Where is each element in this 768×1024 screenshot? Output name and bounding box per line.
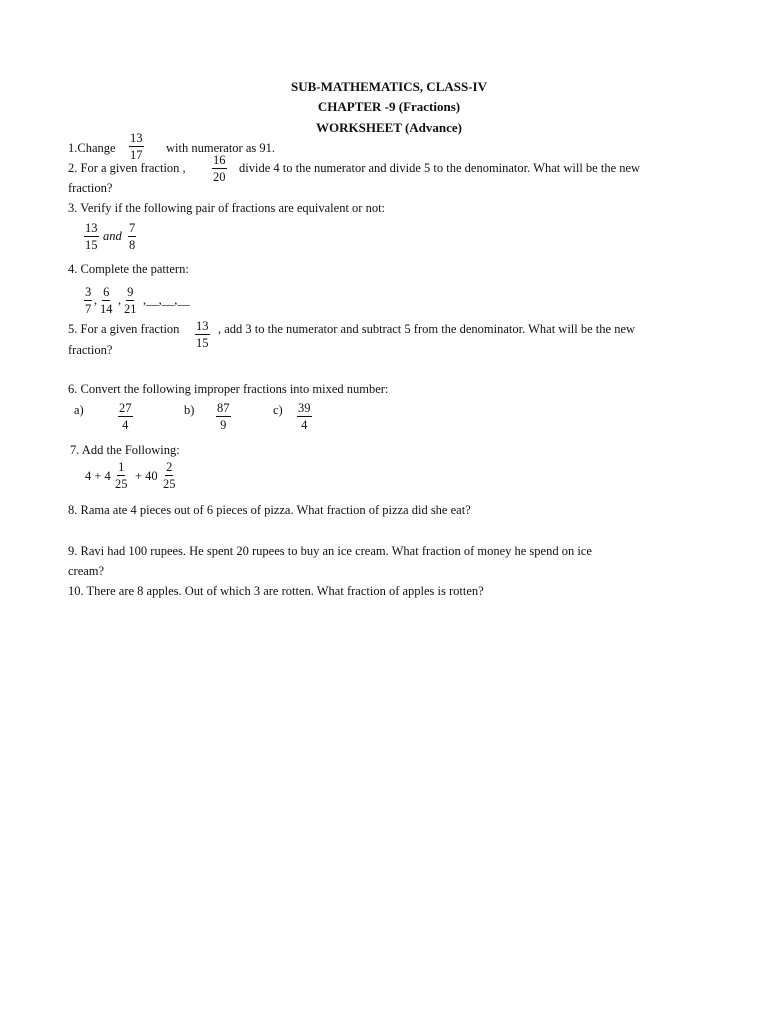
q2-numerator: 16 — [213, 153, 226, 167]
q5-prefix: 5. For a given fraction — [68, 322, 180, 336]
q4-fraction-1 — [84, 285, 92, 316]
q6-b-numerator: 87 — [217, 401, 230, 415]
q4-f1-denominator: 7 — [85, 302, 92, 316]
q4-text: 4. Complete the pattern: — [68, 262, 189, 276]
question-8: 8. Rama ate 4 pieces out of 6 pieces of pizza. What fraction of pizza did she eat? — [68, 503, 471, 517]
q2-prefix: 2. For a given fraction , — [68, 161, 186, 175]
q2-suffix: divide 4 to the numerator and divide 5 to the denominator. What will be the new — [239, 161, 641, 175]
q5-continuation: fraction? — [68, 343, 113, 357]
q3-text: 3. Verify if the following pair of fractions are equivalent or not: — [68, 201, 386, 215]
q4-f3-denominator: 21 — [124, 302, 137, 316]
q6-c-numerator: 39 — [298, 401, 311, 415]
q1-suffix: with numerator as 91. — [166, 141, 276, 155]
q6-fraction-a — [118, 401, 133, 432]
q6-text: 6. Convert the following improper fractions into mixed number: — [68, 382, 389, 396]
worksheet-title: WORKSHEET (Advance) — [315, 120, 463, 135]
q7-f2-numerator: 2 — [166, 460, 173, 474]
worksheet-chapter-title: CHAPTER -9 (Fractions) — [317, 99, 461, 114]
q7-f1-denominator: 25 — [115, 477, 128, 491]
q1-fraction — [129, 131, 144, 162]
q3-f2-numerator: 7 — [129, 221, 136, 235]
q7-f2-denominator: 25 — [163, 477, 176, 491]
q4-separator-1: , — [94, 293, 98, 307]
q9-text: 9. Ravi had 100 rupees. He spent 20 rupees to buy an ice cream. What fraction of money he spend on ice — [68, 544, 592, 558]
q2-denominator: 20 — [213, 170, 226, 184]
worksheet-subject-title: SUB-MATHEMATICS, CLASS-IV — [291, 79, 487, 94]
q7-expr-part-2: + 40 — [135, 469, 158, 483]
q4-fraction-3 — [124, 285, 137, 316]
q4-f2-numerator: 6 — [103, 285, 110, 299]
q7-text: 7. Add the Following: — [70, 443, 180, 457]
q6-label-b: b) — [184, 403, 195, 417]
q6-fraction-c — [297, 401, 312, 432]
q3-f1-numerator: 13 — [85, 221, 98, 235]
q4-f3-numerator: 9 — [127, 285, 134, 299]
q7-fraction-2 — [163, 460, 176, 491]
q5-fraction — [195, 319, 210, 350]
q5-numerator: 13 — [196, 319, 209, 333]
q2-fraction — [212, 153, 227, 184]
q1-numerator: 13 — [130, 131, 143, 145]
q3-fraction-1 — [84, 221, 99, 252]
q2-continuation: fraction? — [68, 181, 113, 195]
q6-fraction-b — [216, 401, 231, 432]
q4-f2-denominator: 14 — [100, 302, 113, 316]
q1-prefix: 1.Change — [68, 141, 116, 155]
q4-f1-numerator: 3 — [85, 285, 92, 299]
q7-fraction-1 — [115, 460, 128, 491]
q4-blanks: ,__,__,__ — [143, 293, 190, 307]
q5-suffix: , add 3 to the numerator and subtract 5 from the denominator. What will be the new — [218, 322, 636, 336]
q7-f1-numerator: 1 — [118, 460, 125, 474]
q6-a-numerator: 27 — [119, 401, 132, 415]
q6-c-denominator: 4 — [301, 418, 308, 432]
question-10: 10. There are 8 apples. Out of which 3 are rotten. What fraction of apples is rotten? — [68, 584, 484, 598]
q3-f1-denominator: 15 — [85, 238, 98, 252]
q7-expr-part-1: 4 + 4 — [85, 469, 111, 483]
q5-denominator: 15 — [196, 336, 209, 350]
q9-continuation: cream? — [68, 564, 105, 578]
q3-and: and — [103, 229, 122, 243]
q6-label-a: a) — [74, 403, 84, 417]
q4-fraction-2 — [100, 285, 113, 316]
q6-label-c: c) — [273, 403, 283, 417]
q6-b-denominator: 9 — [220, 418, 227, 432]
q4-separator-2: , — [118, 293, 122, 307]
q1-denominator: 17 — [130, 148, 143, 162]
q6-a-denominator: 4 — [122, 418, 129, 432]
q3-f2-denominator: 8 — [129, 238, 136, 252]
q3-fraction-2 — [128, 221, 136, 252]
